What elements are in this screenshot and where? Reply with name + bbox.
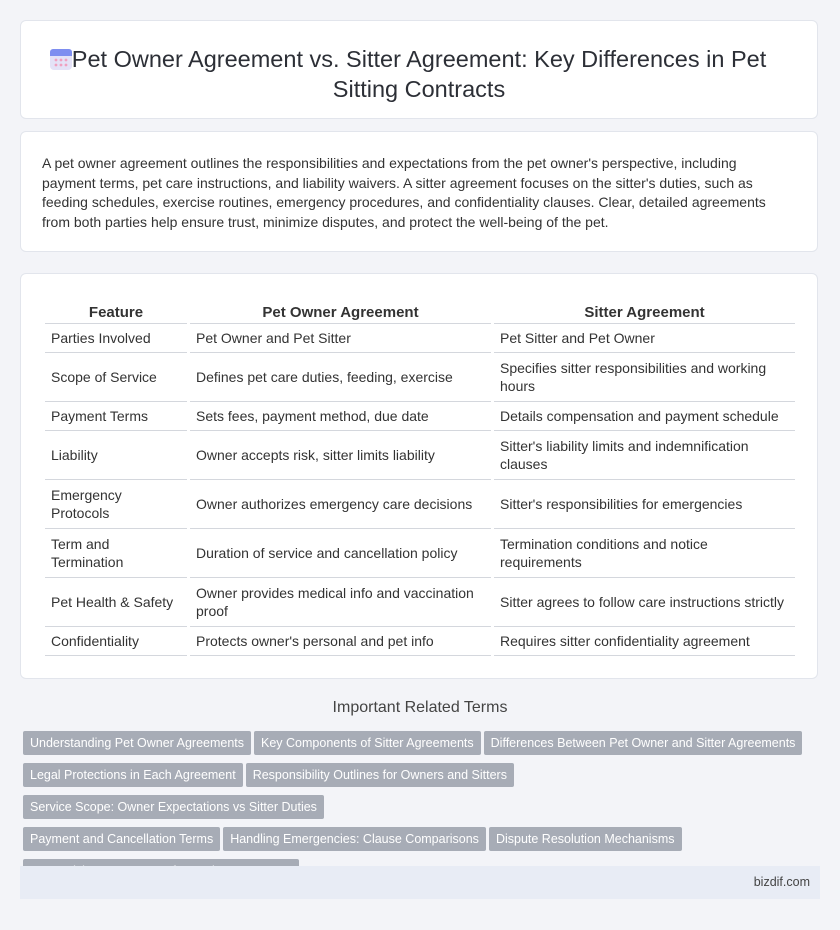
related-term-tag[interactable]: Service Scope: Owner Expectations vs Sitter Duties [23, 795, 324, 819]
owner-cell: Sets fees, payment method, due date [190, 402, 491, 431]
table-row [45, 480, 795, 529]
sitter-cell: Requires sitter confidentiality agreement [494, 627, 795, 656]
feature-cell: Payment Terms [45, 402, 187, 431]
feature-cell: Scope of Service [45, 353, 187, 402]
sitter-cell: Specifies sitter responsibilities and working hours [494, 353, 795, 402]
sitter-cell: Sitter agrees to follow care instructions strictly [494, 578, 795, 627]
owner-cell: Protects owner's personal and pet info [190, 627, 491, 656]
header-sitter: Sitter Agreement [494, 295, 795, 324]
owner-cell: Owner authorizes emergency care decisions [190, 480, 491, 529]
related-term-tag[interactable]: Dispute Resolution Mechanisms [489, 827, 682, 851]
footer-site-link[interactable]: bizdif.com [753, 875, 810, 889]
feature-cell: Parties Involved [45, 324, 187, 353]
sitter-cell: Sitter's responsibilities for emergencies [494, 480, 795, 529]
comparison-card [20, 273, 818, 679]
owner-cell: Defines pet care duties, feeding, exercise [190, 353, 491, 402]
owner-cell: Owner accepts risk, sitter limits liability [190, 431, 491, 480]
related-term-tag[interactable]: Understanding Pet Owner Agreements [23, 731, 251, 755]
sitter-cell: Pet Sitter and Pet Owner [494, 324, 795, 353]
table-row [45, 324, 795, 353]
intro-card [20, 131, 818, 252]
related-term-tag[interactable]: Payment and Cancellation Terms [23, 827, 220, 851]
related-term-tag[interactable]: Handling Emergencies: Clause Comparisons [223, 827, 486, 851]
related-term-tag[interactable]: Differences Between Pet Owner and Sitter Agreements [484, 731, 803, 755]
table-row [45, 627, 795, 656]
related-term-tag[interactable]: Responsibility Outlines for Owners and Sitters [246, 763, 514, 787]
feature-cell: Confidentiality [45, 627, 187, 656]
table-header-row [45, 295, 795, 324]
table-row [45, 402, 795, 431]
page-title: Pet Owner Agreement vs. Sitter Agreement: Key Differences in Pet Sitting Contracts [71, 46, 767, 102]
feature-cell: Pet Health & Safety [45, 578, 187, 627]
sitter-cell: Sitter's liability limits and indemnification clauses [494, 431, 795, 480]
owner-cell: Pet Owner and Pet Sitter [190, 324, 491, 353]
related-term-tag[interactable]: Key Components of Sitter Agreements [254, 731, 481, 755]
sitter-cell: Details compensation and payment schedule [494, 402, 795, 431]
feature-cell: Emergency Protocols [45, 480, 187, 529]
header-card [20, 20, 818, 119]
intro-paragraph: A pet owner agreement outlines the responsibilities and expectations from the pet owner's perspective, including payment terms, pet care instructions, and liability waivers. A sitter agreement focuses on the sitter's duties, such as feeding schedules, exercise routines, emergency procedures, and confidentiality clauses. Clear, detailed agreements from both parties help ensure trust, minimize disputes, and protect the well-being of the pet. [42, 155, 766, 230]
owner-cell: Duration of service and cancellation policy [190, 529, 491, 578]
related-term-tag[interactable]: Legal Protections in Each Agreement [23, 763, 243, 787]
table-row [45, 529, 795, 578]
owner-cell: Owner provides medical info and vaccination proof [190, 578, 491, 627]
feature-cell: Liability [45, 431, 187, 480]
comparison-table [42, 295, 798, 656]
header-owner: Pet Owner Agreement [190, 295, 491, 324]
sitter-cell: Termination conditions and notice requirements [494, 529, 795, 578]
feature-cell: Term and Termination [45, 529, 187, 578]
related-terms-title: Important Related Terms [332, 699, 508, 716]
header-feature: Feature [45, 295, 187, 324]
table-row [45, 431, 795, 480]
table-row [45, 578, 795, 627]
footer-bar [20, 866, 820, 899]
table-row [45, 353, 795, 402]
